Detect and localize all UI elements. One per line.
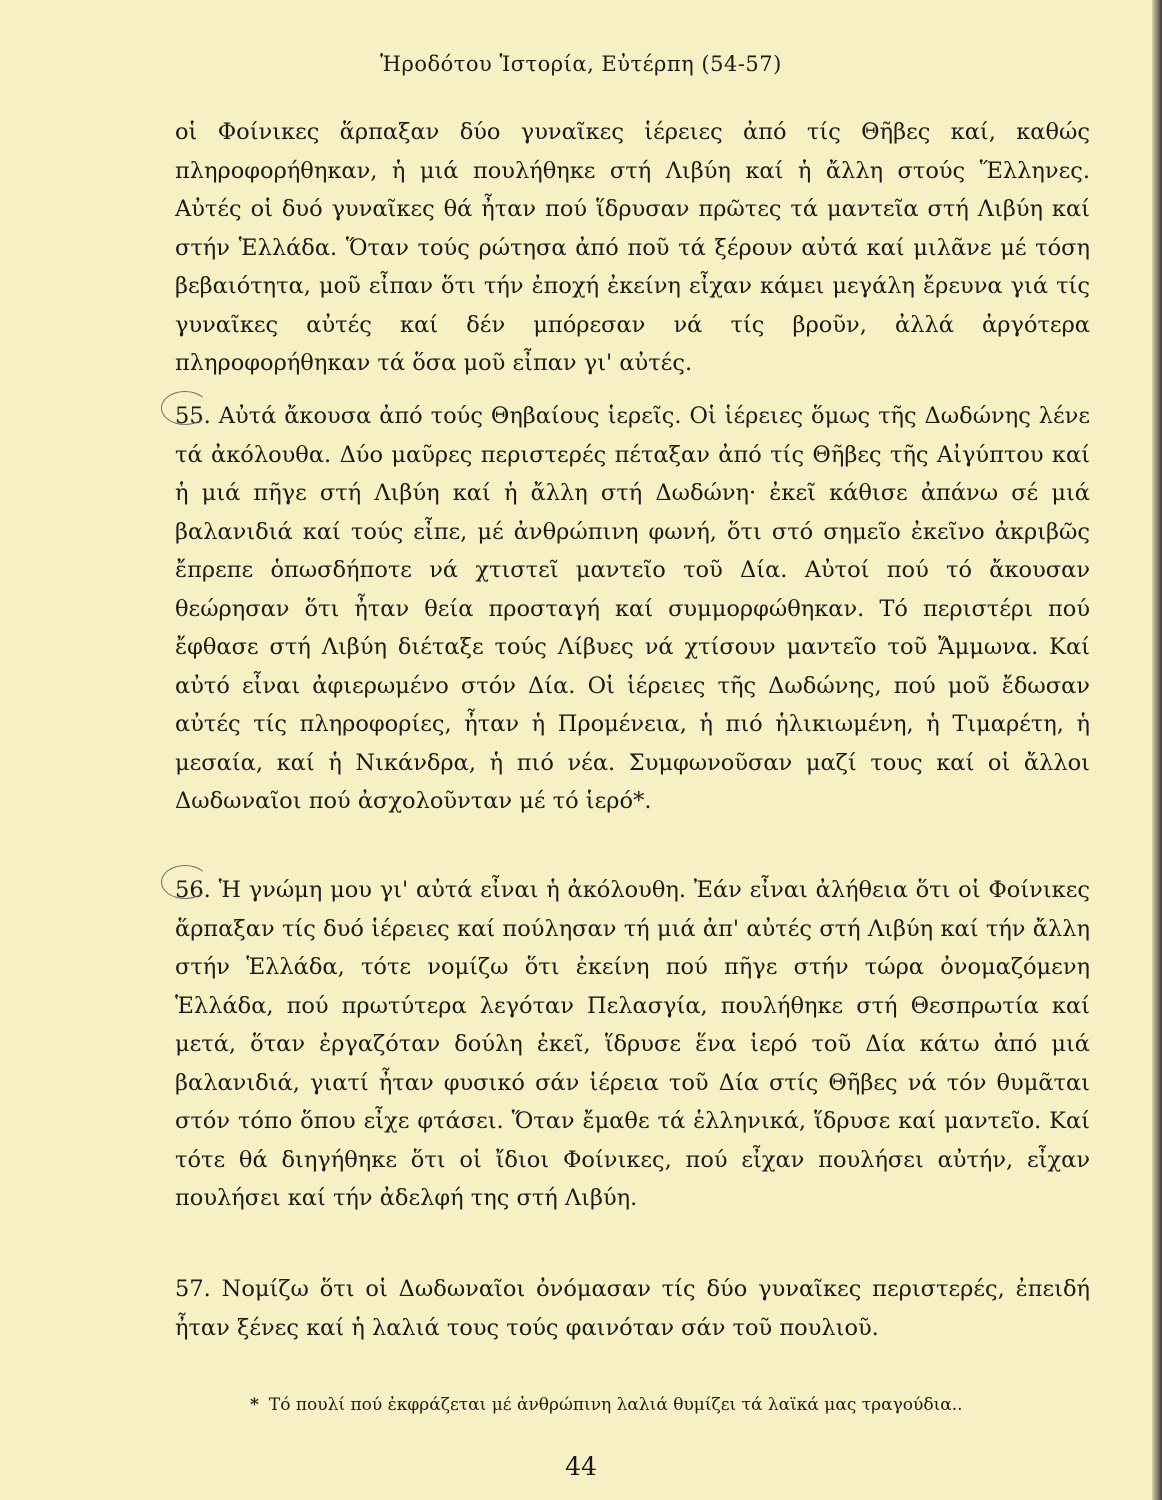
paragraph-text: Ἡ γνώμη μου γι' αὐτά εἶναι ἡ ἀκόλουθη. Ἐάν εἶναι ἀλήθεια ὅτι οἱ Φοίνικες ἅρπαξαν τίς δυό ἱέρειες καί πούλησαν τή μιά ἀπ' αὐτές στή Λιβύη καί τήν ἄλλη στήν Ἑλλάδα, τότε νομίζω ὅτι ἐκείνη πού πῆγε στήν τώρα ὀνομαζόμενη Ἑλλάδα, πού πρωτύτερα λεγόταν Πελασγία, πουλήθηκε στή Θεσπρωτία καί μετά, ὅταν ἐργαζόταν δούλη ἐκεῖ, ἵδρυσε ἕνα ἱερό τοῦ Δία κάτω ἀπό μιά βαλανιδιά, γιατί ἦταν φυσικό σάν ἱέρεια τοῦ Δία στίς Θῆβες νά τόν θυμᾶται στόν τόπο ὅπου εἶχε φτάσει. Ὅταν ἔμαθε τά ἑλληνικά, ἵδρυσε καί μαντεῖο. Καί τότε θά διηγήθηκε ὅτι οἱ ἴδιοι Φοίνικες, πού εἶχαν πουλήσει αὐτήν, εἶχαν πουλήσει καί τήν ἀδελφή της στή Λιβύη. [175, 877, 1090, 1211]
paragraph-57 [175, 1270, 1090, 1347]
paragraph-text: Νομίζω ὅτι οἱ Δωδωναῖοι ὀνόμασαν τίς δύο γυναῖκες περιστερές, ἐπειδή ἦταν ξένες καί ἡ λαλιά τους τούς φαινόταν σάν τοῦ πουλιοῦ. [175, 1276, 1090, 1341]
paragraph-55 [175, 397, 1090, 821]
paragraph-text: Αὐτά ἄκουσα ἀπό τούς Θηβαίους ἱερεῖς. Οἱ ἱέρειες ὅμως τῆς Δωδώνης λένε τά ἀκόλουθα. Δύο μαῦρες περιστερές πέταξαν ἀπό τίς Θῆβες τῆς Αἰγύπτου καί ἡ μιά πῆγε στή Λιβύη καί ἡ ἄλλη στή Δωδώνη· ἐκεῖ κάθισε ἀπάνω σέ μιά βαλανιδιά καί τούς εἶπε, μέ ἀνθρώπινη φωνή, ὅτι στό σημεῖο ἐκεῖνο ἀκριβῶς ἔπρεπε ὁπωσδήποτε νά χτιστεῖ μαντεῖο τοῦ Δία. Αὐτοί πού τό ἄκουσαν θεώρησαν ὅτι ἦταν θεία προσταγή καί συμμορφώθηκαν. Τό περιστέρι πού ἔφθασε στή Λιβύη διέταξε τούς Λίβυες νά χτίσουν μαντεῖο τοῦ Ἄμμωνα. Καί αὐτό εἶναι ἀφιερωμένο στόν Δία. Οἱ ἱέρειες τῆς Δωδώνης, πού μοῦ ἔδωσαν αὐτές τίς πληροφορίες, ἦταν ἡ Προμένεια, ἡ πιό ἡλικιωμένη, ἡ Τιμαρέτη, ἡ μεσαία, καί ἡ Νικάνδρα, ἡ πιό νέα. Συμφωνοῦσαν μαζί τους καί οἱ ἄλλοι Δωδωναῖοι πού ἀσχολοῦνταν μέ τό ἱερό*. [175, 403, 1090, 814]
footnote [250, 1393, 1110, 1417]
footnote-mark: * [250, 1395, 259, 1415]
footnote-text: Τό πουλί πού ἐκφράζεται μέ ἀνθρώπινη λαλιά θυμίζει τά λαϊκά μας τραγούδια.. [268, 1395, 963, 1415]
paragraph-56 [175, 871, 1090, 1218]
section-number-text: 55. [175, 403, 211, 429]
section-number-text: 56. [175, 877, 211, 903]
running-header: Ἡροδότου Ἱστορία, Εὐτέρπη (54-57) [380, 52, 782, 76]
paragraph-continuation [175, 113, 1090, 383]
section-number-text: 57. [175, 1276, 211, 1302]
page-edge-shadow [1152, 0, 1162, 1500]
page-number: 44 [565, 1452, 597, 1481]
section-number-56 [175, 871, 211, 910]
paragraph-text: οἱ Φοίνικες ἅρπαξαν δύο γυναῖκες ἱέρειες ἀπό τίς Θῆβες καί, καθώς πληροφορήθηκαν, ἡ μιά πουλήθηκε στή Λιβύη καί ἡ ἄλλη στούς Ἕλληνες. Αὐτές οἱ δυό γυναῖκες θά ἦταν πού ἵδρυσαν πρῶτες τά μαντεῖα στή Λιβύη καί στήν Ἑλλάδα. Ὅταν τούς ρώτησα ἀπό ποῦ τά ξέρουν αὐτά καί μιλᾶνε μέ τόση βεβαιότητα, μοῦ εἶπαν ὅτι τήν ἐποχή ἐκείνη εἶχαν κάμει μεγάλη ἔρευνα γιά τίς γυναῖκες αὐτές καί δέν μπόρεσαν νά τίς βροῦν, ἀλλά ἀργότερα πληροφορήθηκαν τά ὅσα μοῦ εἶπαν γι' αὐτές. [175, 119, 1090, 376]
section-number-55 [175, 397, 211, 436]
